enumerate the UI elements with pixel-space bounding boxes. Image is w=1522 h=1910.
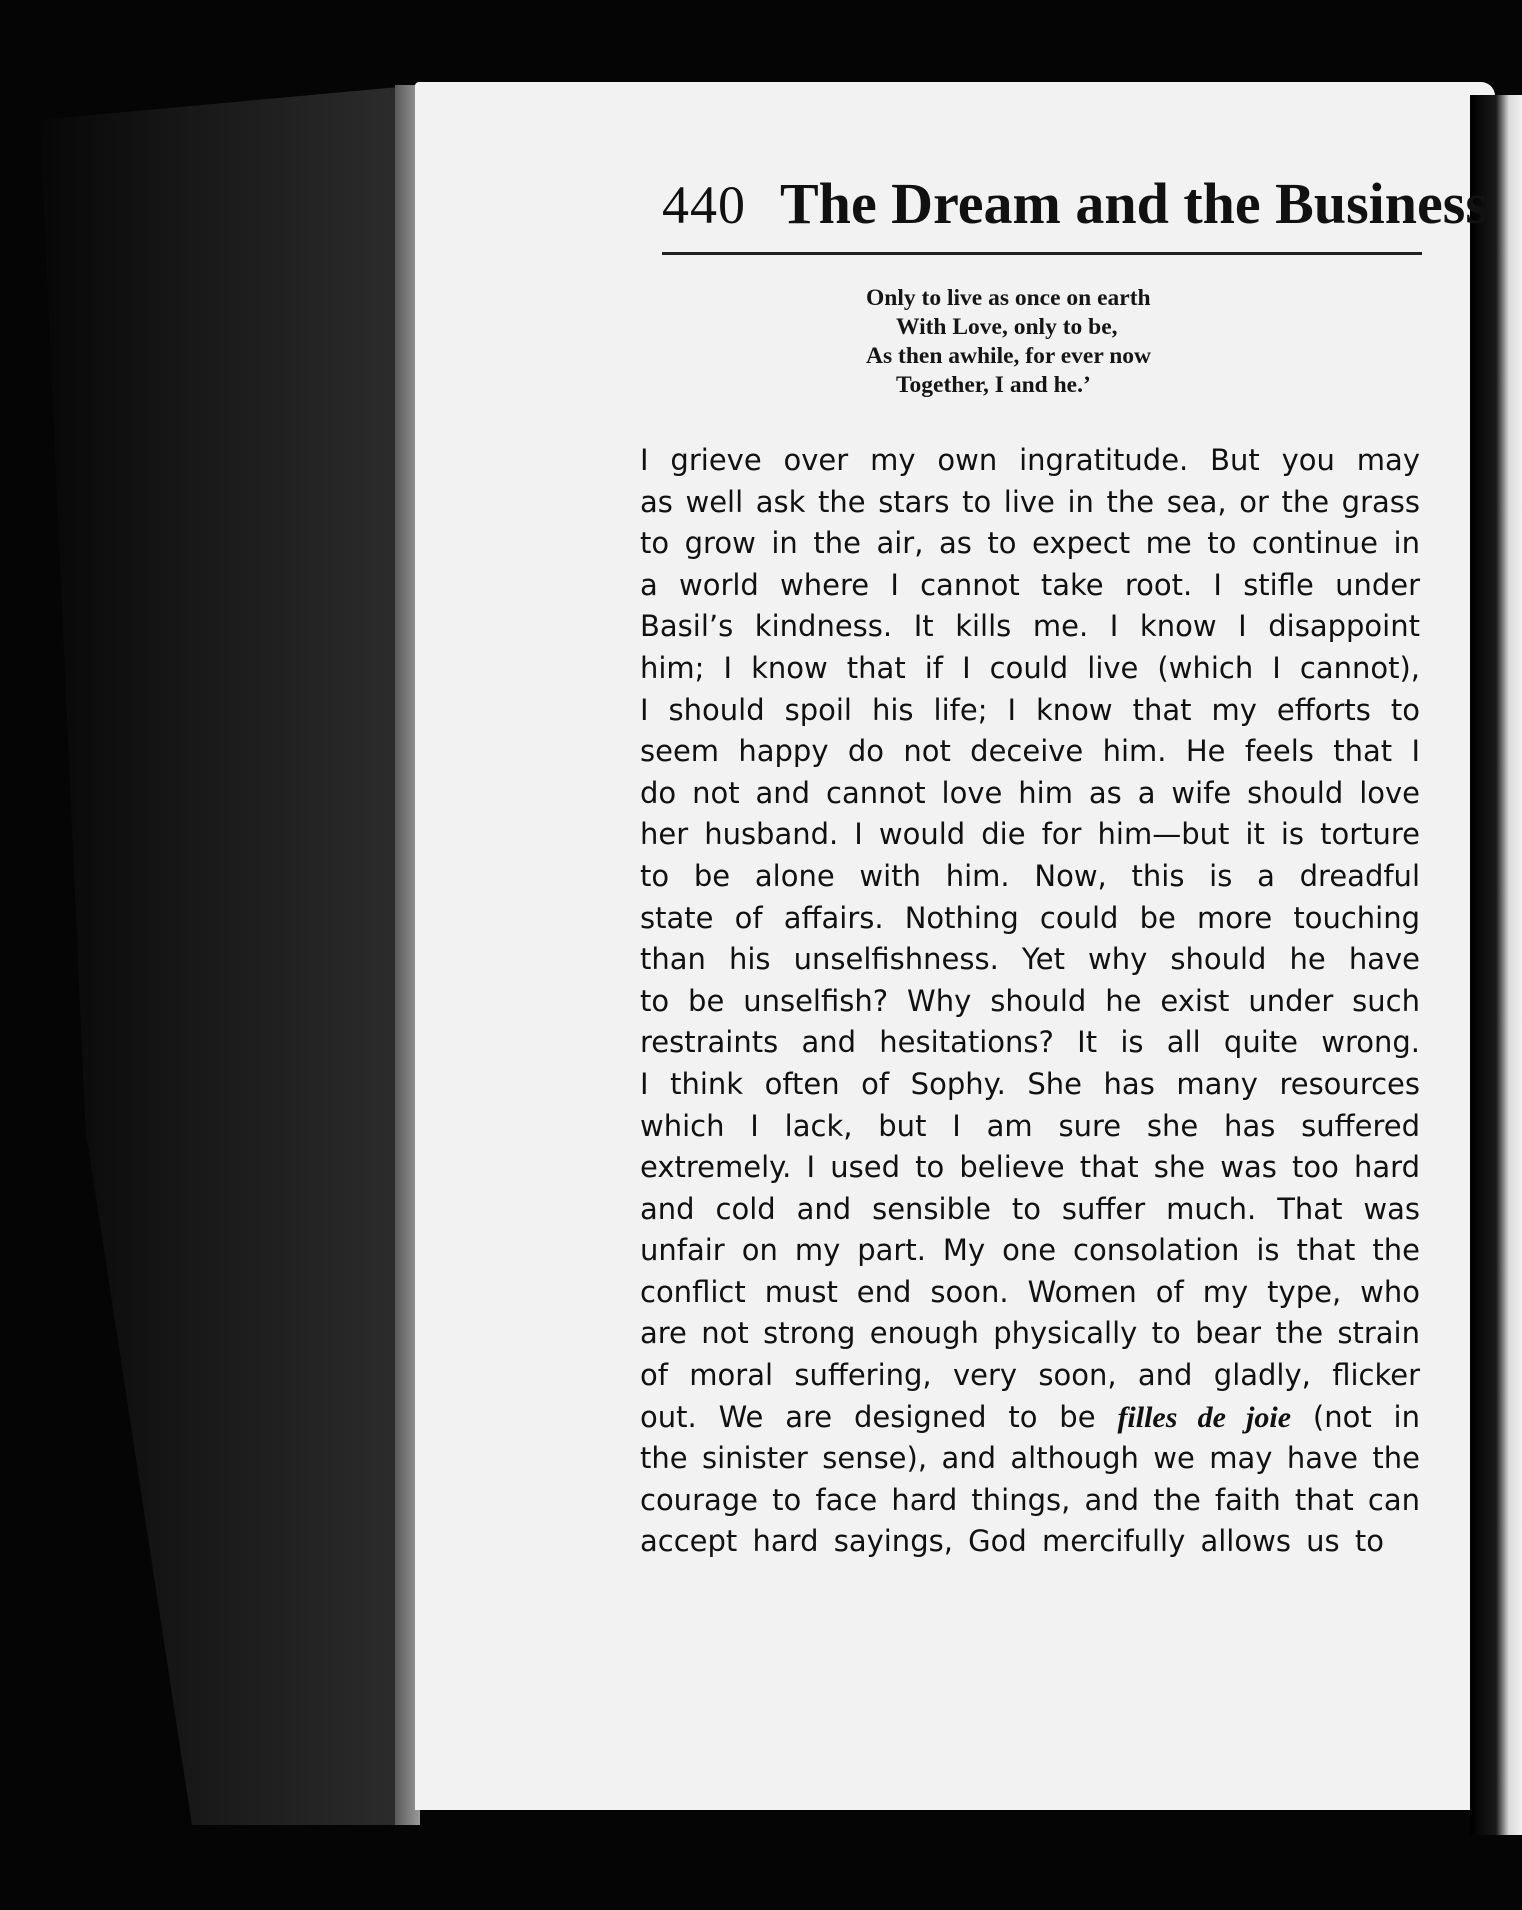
verse-line: With Love, only to be, xyxy=(896,314,1118,340)
body-line: the sinister sense), and although we may have the xyxy=(640,1441,1420,1476)
page-number: 440 xyxy=(662,175,746,235)
body-line: I should spoil his life; I know that my efforts to xyxy=(640,692,1420,727)
verse-line: As then awhile, for ever now xyxy=(866,343,1152,369)
body-line: are not strong enough physically to bear the strain xyxy=(640,1316,1420,1351)
page-header xyxy=(662,170,1488,237)
body-line: accept hard sayings, God mercifully allows us to xyxy=(640,1524,1384,1559)
body-line: state of affairs. Nothing could be more touching xyxy=(640,900,1420,935)
body-line: and cold and sensible to suffer much. That was xyxy=(640,1191,1420,1226)
body-line: as well ask the stars to live in the sea, or the grass xyxy=(640,484,1420,519)
body-line-with-italic xyxy=(640,1397,1420,1439)
body-line: than his unselfishness. Yet why should he have xyxy=(640,942,1420,977)
body-line: of moral suffering, very soon, and gladly, flicker xyxy=(640,1358,1420,1393)
verse-line: Only to live as once on earth xyxy=(866,285,1151,311)
verse-line: Together, I and he.’ xyxy=(896,372,1091,398)
verse-quote xyxy=(866,284,1306,400)
body-line: her husband. I would die for him—but it is torture xyxy=(640,817,1420,852)
body-line: I think often of Sophy. She has many resources xyxy=(640,1066,1420,1101)
body-line: courage to face hard things, and the faith that can xyxy=(640,1482,1420,1517)
body-line: to be unselfish? Why should he exist under such xyxy=(640,983,1420,1018)
body-line: to be alone with him. Now, this is a dreadful xyxy=(640,858,1420,893)
body-line: extremely. I used to believe that she was too hard xyxy=(640,1150,1420,1185)
body-line: a world where I cannot take root. I stifle under xyxy=(640,567,1420,602)
body-line: I grieve over my own ingratitude. But you may xyxy=(640,443,1420,477)
body-line: unfair on my part. My one consolation is that the xyxy=(640,1233,1420,1268)
line-24-end: (not in xyxy=(1291,1399,1420,1434)
body-line: which I lack, but I am sure she has suffered xyxy=(640,1108,1420,1143)
book-spine xyxy=(40,85,420,1825)
body-line: to grow in the air, as to expect me to continue in xyxy=(640,526,1420,561)
body-line: conflict must end soon. Women of my type, who xyxy=(640,1274,1420,1309)
body-line: seem happy do not deceive him. He feels that I xyxy=(640,734,1420,769)
body-line: Basil’s kindness. It kills me. I know I disappoint xyxy=(640,609,1420,644)
body-line: do not and cannot love him as a wife should love xyxy=(640,775,1420,810)
line-24-start: out. We are designed to be xyxy=(640,1399,1118,1434)
body-text xyxy=(640,440,1420,1563)
body-line: restraints and hesitations? It is all quite wrong. xyxy=(640,1025,1420,1060)
running-title: The Dream and the Business xyxy=(780,171,1488,236)
header-rule xyxy=(662,252,1422,255)
italic-phrase: filles de joie xyxy=(1117,1400,1292,1434)
page-edge-right xyxy=(1470,95,1522,1835)
body-line: him; I know that if I could live (which I cannot), xyxy=(640,650,1420,685)
